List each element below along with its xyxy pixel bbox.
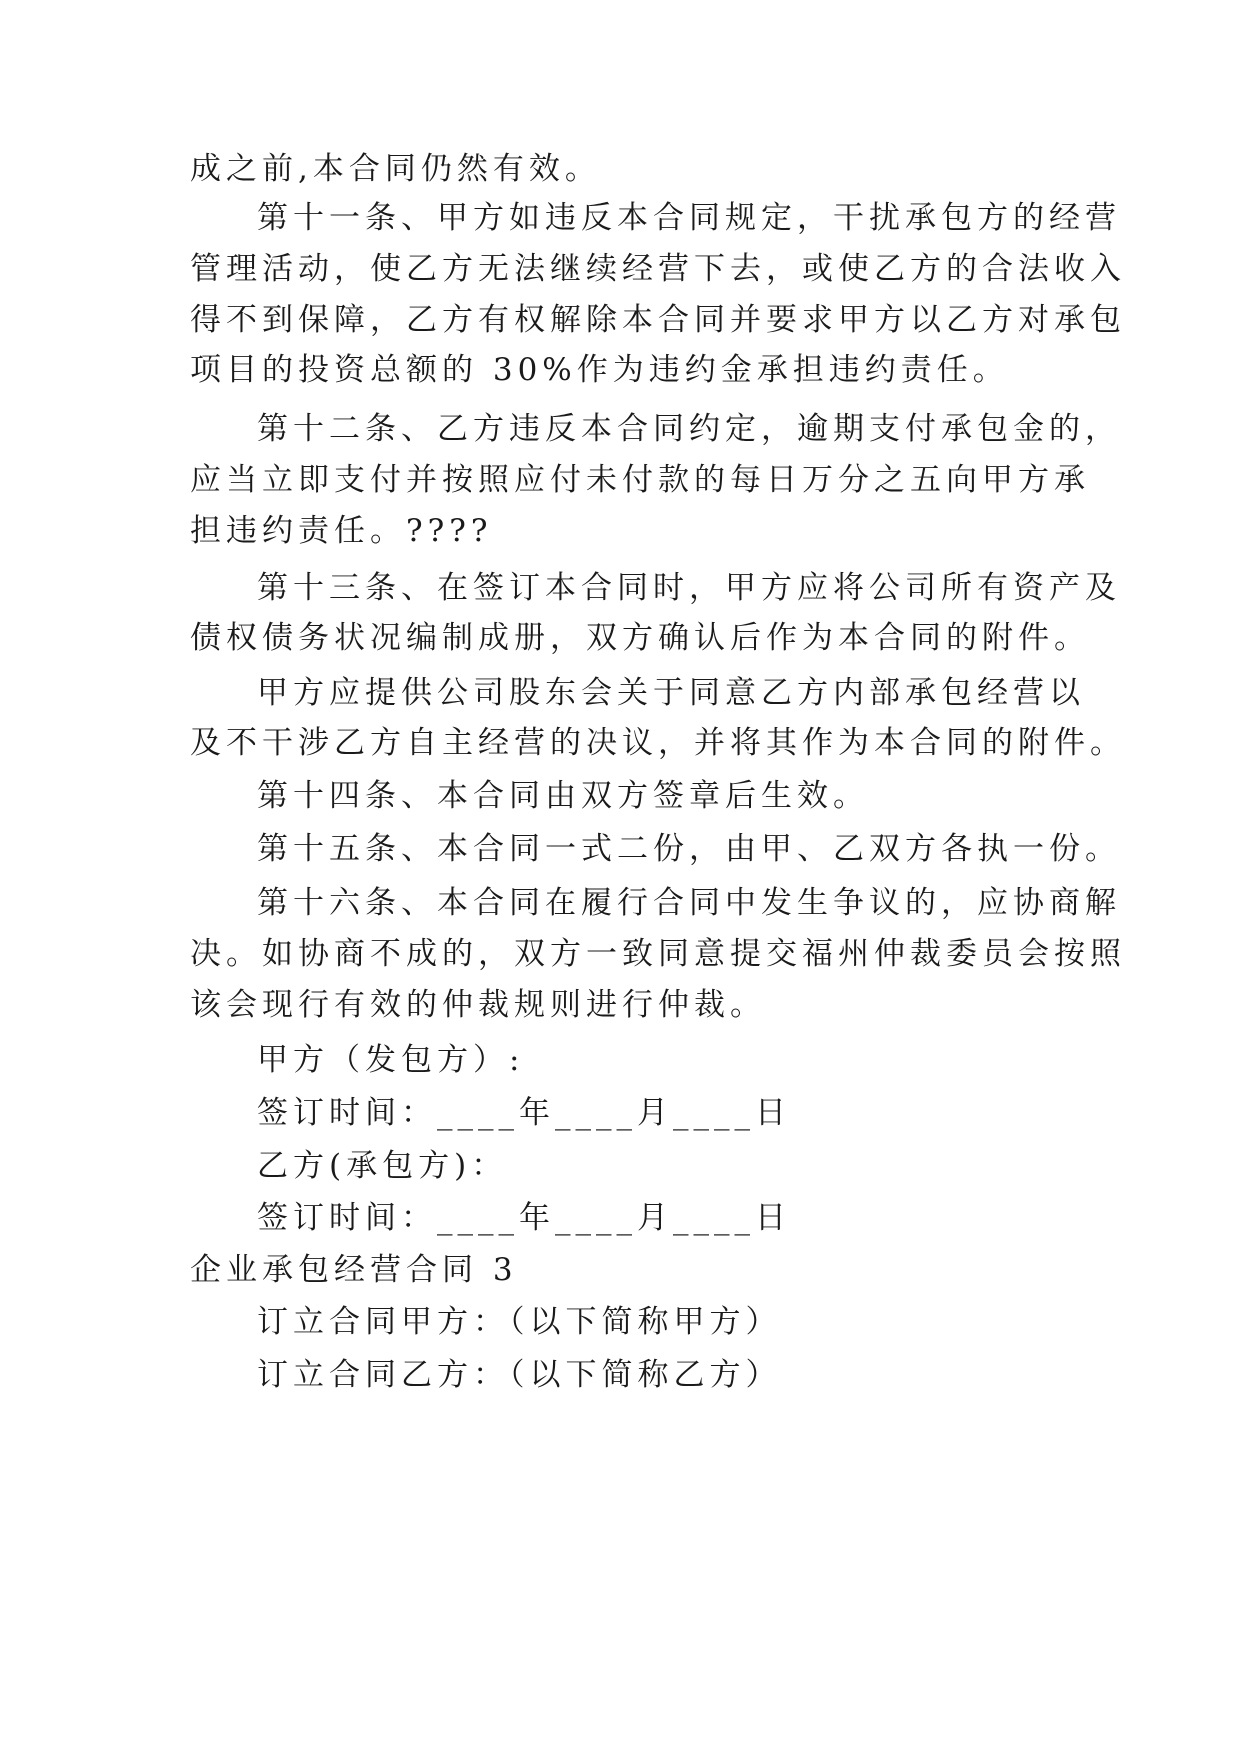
paragraph-line: 及不干涉乙方自主经营的决议，并将其作为本合同的附件。 xyxy=(190,725,1126,761)
paragraph-line: 该会现行有效的仲裁规则进行仲裁。 xyxy=(190,987,766,1023)
paragraph-line: 担违约责任。???? xyxy=(190,513,493,549)
paragraph-line: 第十四条、本合同由双方签章后生效。 xyxy=(257,778,869,814)
party-a-line: 订立合同甲方：（以下简称甲方） xyxy=(257,1304,782,1340)
paragraph-line: 债权债务状况编制成册，双方确认后作为本合同的附件。 xyxy=(190,620,1090,656)
paragraph-line: 第十二条、乙方违反本合同约定，逾期支付承包金的， xyxy=(257,411,1121,447)
paragraph-line: 项目的投资总额的 30%作为违约金承担违约责任。 xyxy=(190,352,1009,388)
paragraph-line: 得不到保障，乙方有权解除本合同并要求甲方以乙方对承包 xyxy=(190,302,1126,338)
signature-date-b: 签订时间：____年____月____日 xyxy=(257,1200,791,1236)
paragraph-line: 决。如协商不成的，双方一致同意提交福州仲裁委员会按照 xyxy=(190,936,1126,972)
signature-date-a: 签订时间：____年____月____日 xyxy=(257,1095,791,1131)
signature-party-b: 乙方(承包方)： xyxy=(257,1148,508,1184)
section-heading: 企业承包经营合同 3 xyxy=(190,1252,518,1288)
paragraph-line: 管理活动，使乙方无法继续经营下去，或使乙方的合法收入 xyxy=(190,251,1126,287)
signature-party-a: 甲方（发包方）: xyxy=(257,1042,525,1078)
paragraph-line: 第十六条、本合同在履行合同中发生争议的，应协商解 xyxy=(257,885,1121,921)
paragraph-line: 第十一条、甲方如违反本合同规定，干扰承包方的经营 xyxy=(257,200,1121,236)
paragraph-line: 第十三条、在签订本合同时，甲方应将公司所有资产及 xyxy=(257,570,1121,606)
paragraph-line: 应当立即支付并按照应付未付款的每日万分之五向甲方承 xyxy=(190,462,1090,498)
party-b-line: 订立合同乙方：（以下简称乙方） xyxy=(257,1357,782,1393)
paragraph-line: 成之前,本合同仍然有效。 xyxy=(190,151,601,187)
paragraph-line: 甲方应提供公司股东会关于同意乙方内部承包经营以 xyxy=(257,675,1085,711)
paragraph-line: 第十五条、本合同一式二份，由甲、乙双方各执一份。 xyxy=(257,831,1121,867)
